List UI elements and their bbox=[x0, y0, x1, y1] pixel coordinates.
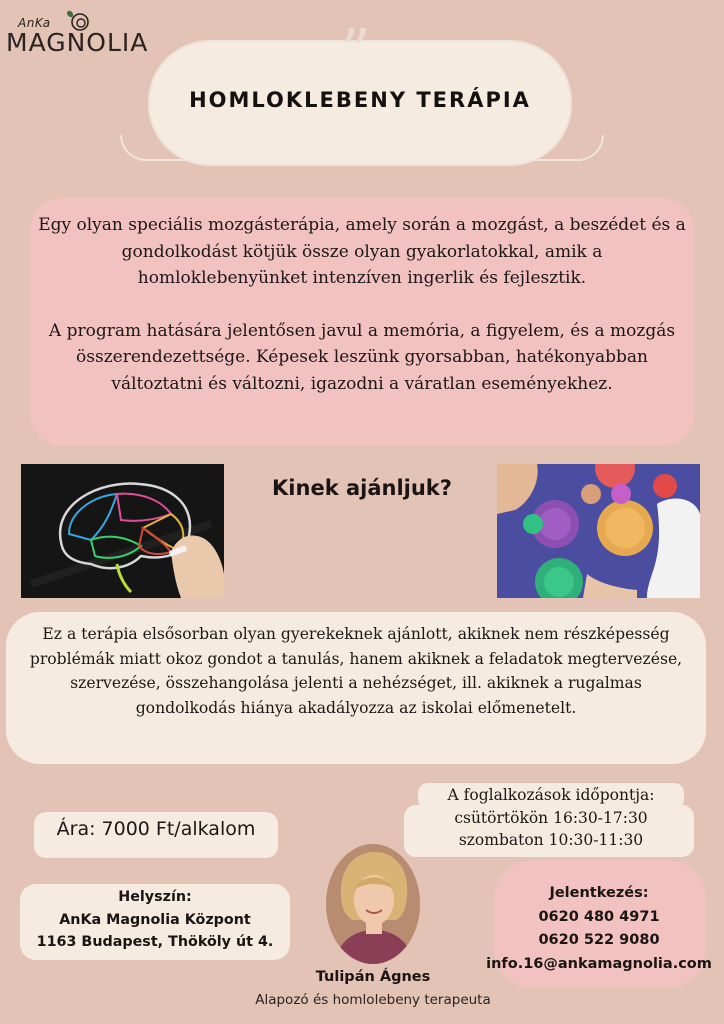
sensory-discs-photo bbox=[497, 464, 700, 598]
section-question: Kinek ajánljuk? bbox=[272, 476, 452, 500]
logo-brand-name: MAGNOLIA bbox=[6, 28, 149, 57]
contact-heading: Jelentkezés: bbox=[549, 885, 649, 901]
brain-chalk-image bbox=[21, 464, 224, 598]
price: Ára: 7000 Ft/alkalom bbox=[56, 818, 256, 840]
location-heading: Helyszín: bbox=[118, 889, 192, 905]
quote-icon: ” bbox=[340, 17, 371, 87]
description-paragraph-2: A program hatására jelentősen javul a memória, a figyelem, és a mozgás összerendezettsége. Képesek leszünk gyorsabban, hatékonyabban változtatni és változni, igazodni a váratlan eseményekhez. bbox=[48, 320, 676, 394]
description-paragraph-1: Egy olyan speciális mozgásterápia, amely során a mozgást, a beszédet és a gondolkodást kötjük össze olyan gyakorlatokkal, amik a homloklebenyünket intenzíven ingerlik és fejlesztik. bbox=[38, 215, 686, 288]
therapist-role: Alapozó és homlolebeny terapeuta bbox=[255, 992, 491, 1008]
location bbox=[20, 886, 290, 954]
contact-email[interactable]: info.16@ankamagnolia.com bbox=[486, 955, 712, 972]
page-title: HOMLOKLEBENY TERÁPIA bbox=[189, 88, 531, 112]
schedule-heading: A foglalkozások időpontja: bbox=[447, 786, 655, 804]
logo-small-text: AnKa bbox=[18, 16, 51, 30]
contact-phone-1[interactable]: 0620 480 4971 bbox=[538, 908, 660, 925]
contact bbox=[476, 882, 722, 976]
recommendation-text: Ez a terápia elsősorban olyan gyerekeknek ajánlott, akiknek nem részképesség problémák miatt okoz gondot a tanulás, hanem akiknek a feladatok megtervezése, szervezése, összehangolása jelenti a nehézséget, ill. akiknek a rugalmas gondolkodás hiánya akadályozza az iskolai előmenetelt. bbox=[29, 625, 683, 717]
therapist-name: Tulipán Ágnes bbox=[315, 969, 431, 985]
schedule-line-thursday: csütörtökön 16:30-17:30 bbox=[454, 808, 648, 827]
location-name: AnKa Magnolia Központ bbox=[59, 911, 251, 928]
schedule bbox=[420, 784, 682, 852]
contact-phone-2[interactable]: 0620 522 9080 bbox=[538, 932, 660, 948]
therapist-portrait bbox=[326, 844, 420, 964]
description bbox=[36, 212, 688, 397]
schedule-line-saturday: szombaton 10:30-11:30 bbox=[458, 831, 644, 849]
location-address: 1163 Budapest, Thököly út 4. bbox=[36, 934, 274, 950]
